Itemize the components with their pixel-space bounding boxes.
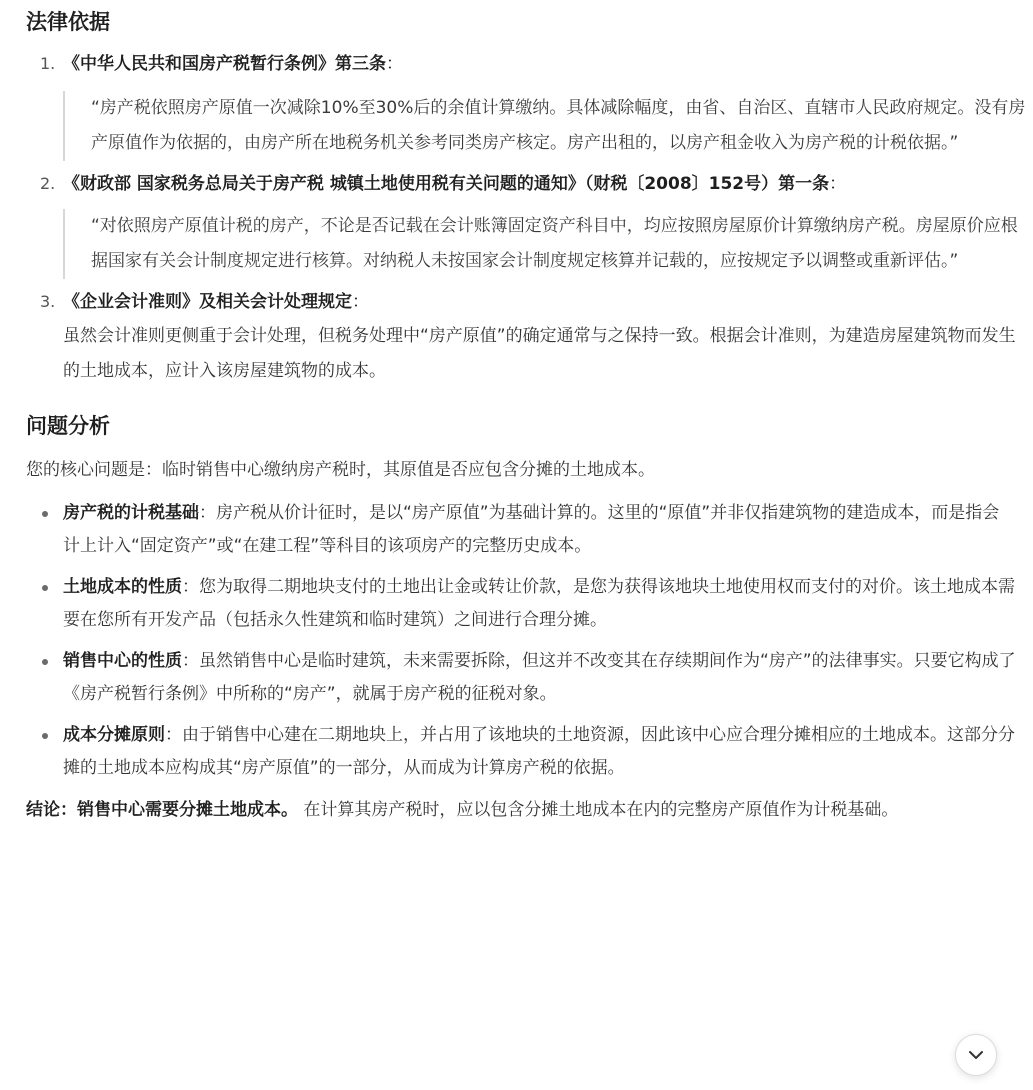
answer-content (26, 0, 1026, 827)
legal-quote: “对依照房产原值计税的房产，不论是否记载在会计账簿固定资产科目中，均应按照房屋原价计算缴纳房产税。房屋原价应根据国家有关会计制度规定进行核算。对纳税人未按国家会计制度规定核算并记载的，应按规定予以调整或重新评估。” (63, 209, 1027, 279)
conclusion-text: 在计算其房产税时，应以包含分摊土地成本在内的完整房产原值作为计税基础。 (298, 800, 899, 820)
legal-basis-list (26, 47, 1026, 389)
legal-item-title-line (63, 47, 1016, 81)
list-number: 3. (40, 292, 56, 311)
bullet-dot (42, 511, 48, 517)
legal-item-text: 虽然会计准则更侧重于会计处理，但税务处理中“房产原值”的确定通常与之保持一致。根据会计准则，为建造房屋建筑物而发生的土地成本，应计入该房屋建筑物的成本。 (63, 326, 1016, 381)
bullet-text: 由于销售中心建在二期地块上，并占用了该地块的土地资源，因此该中心应合理分摊相应的土地成本。这部分分摊的土地成本应构成其“房产原值”的一部分，从而成为计算房产税的依据。 (63, 725, 1015, 778)
bullet-text: 虽然销售中心是临时建筑，未来需要拆除，但这并不改变其在存续期间作为“房产”的法律事实。只要它构成了《房产税暂行条例》中所称的“房产”，就属于房产税的征税对象。 (63, 651, 1016, 704)
legal-item-title: 《财政部 国家税务总局关于房产税 城镇土地使用税有关问题的通知》（财税〔2008〕152号）第一条 (63, 174, 830, 194)
bullet-text: 房产税从价计征时，是以“房产原值”为基础计算的。这里的“原值”并非仅指建筑物的建造成本，而是指会计上计入“固定资产”或“在建工程”等科目的该项房产的完整历史成本。 (63, 503, 1000, 556)
legal-basis-heading: 法律依据 (26, 10, 110, 34)
bullet-label: 土地成本的性质 (63, 577, 182, 597)
bullet-label: 房产税的计税基础 (63, 503, 199, 523)
bullet-label: 销售中心的性质 (63, 651, 182, 671)
legal-item-title: 《中华人民共和国房产税暂行条例》第三条 (63, 54, 386, 74)
list-item (26, 719, 1016, 785)
legal-quote: “房产税依照房产原值一次减除10%至30%后的余值计算缴纳。具体减除幅度，由省、自治区、直辖市人民政府规定。没有房产原值作为依据的，由房产所在地税务机关参考同类房产核定。房产出租的，以房产租金收入为房产税的计税依据。” (63, 91, 1027, 161)
legal-item-3 (26, 285, 1016, 389)
legal-item-2 (26, 167, 1016, 279)
bullet-text: 您为取得二期地块支付的土地出让金或转让价款，是您为获得该地块土地使用权而支付的对价。该土地成本需要在您所有开发产品（包括永久性建筑和临时建筑）之间进行合理分摊。 (63, 577, 1015, 630)
bullet-dot (42, 585, 48, 591)
conclusion (26, 793, 1016, 827)
analysis-heading: 问题分析 (26, 414, 110, 438)
legal-item-title-line (63, 285, 1016, 319)
bullet-label: 成本分摊原则 (63, 725, 165, 745)
list-item (26, 645, 1016, 711)
analysis-bullets (26, 497, 1016, 785)
bullet-dot (42, 733, 48, 739)
list-item (26, 571, 1016, 637)
scroll-to-bottom-button[interactable] (955, 1034, 997, 1076)
list-item (26, 497, 1016, 563)
bullet-sep: ： (199, 503, 216, 523)
bullet-dot (42, 659, 48, 665)
conclusion-label: 结论：销售中心需要分摊土地成本。 (26, 800, 298, 820)
legal-item-suffix: ： (386, 54, 403, 74)
analysis-intro: 您的核心问题是：临时销售中心缴纳房产税时，其原值是否应包含分摊的土地成本。 (26, 460, 655, 480)
chevron-down-icon (967, 1046, 985, 1064)
list-number: 1. (40, 54, 56, 73)
legal-item-title: 《企业会计准则》及相关会计处理规定 (63, 292, 352, 312)
bullet-sep: ： (165, 725, 182, 745)
legal-item-suffix: ： (352, 292, 369, 312)
bullet-sep: ： (182, 577, 199, 597)
legal-item-suffix: ： (829, 174, 847, 194)
legal-item-title-line (63, 167, 1016, 201)
bullet-sep: ： (182, 651, 199, 671)
list-number: 2. (40, 174, 56, 193)
legal-item-1 (26, 47, 1026, 161)
